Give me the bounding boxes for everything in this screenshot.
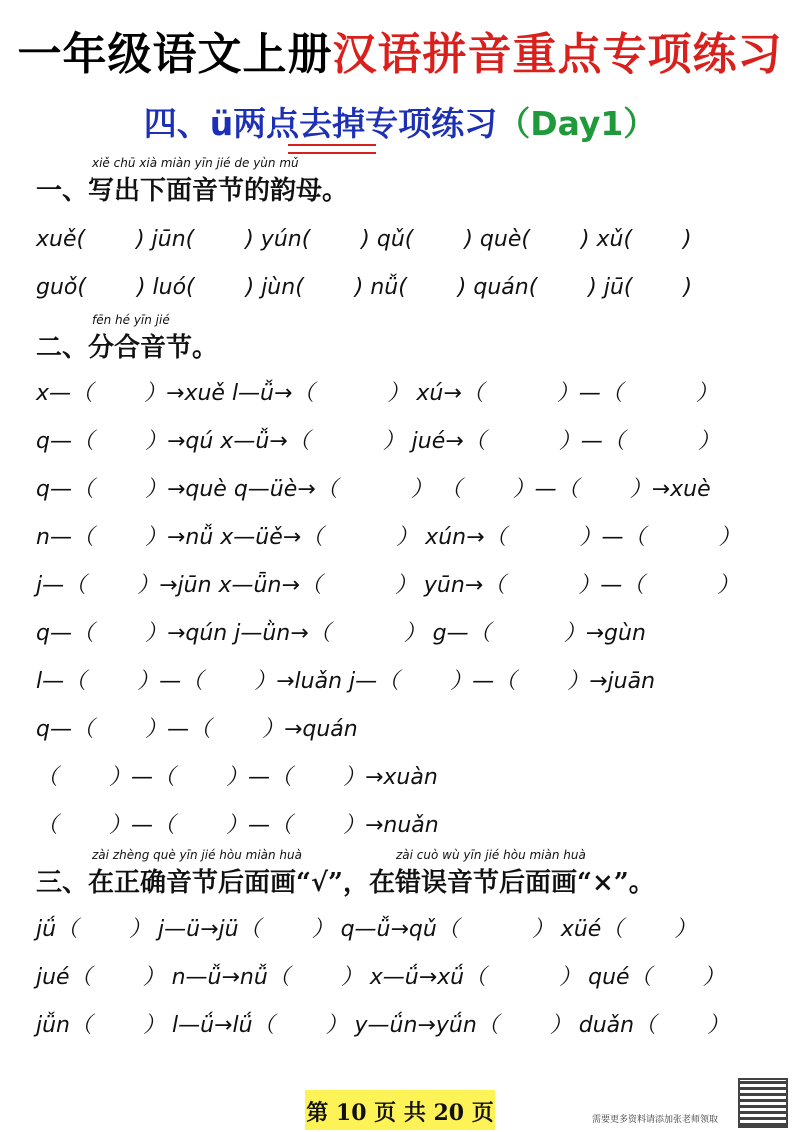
- section2-row: n—（ ）→nǚ x—üě→（ ） xún→（ ）—（ ）: [36, 525, 741, 550]
- qr-code-icon: [738, 1078, 788, 1128]
- section3-row: jǘ（ ） j—ü→jü（ ） q—ǚ→qǔ（ ） xüé（ ）: [36, 917, 697, 942]
- subtitle-day: （Day1）: [497, 104, 657, 143]
- section1-row-1: xuě( ) jūn( ) yún( ) qǔ( ) què( ) xǔ( ): [36, 227, 692, 252]
- section2-row: q—（ ）→qú x—ǚ→（ ） jué→（ ）—（ ）: [36, 429, 720, 454]
- section2-row: j—（ ）→jūn x—ǖn→（ ） yūn→（ ）—（ ）: [36, 573, 740, 598]
- section1-row-2: guǒ( ) luó( ) jùn( ) nǚ( ) quán( ) jū( ): [36, 275, 693, 300]
- page-number: 第 10 页 共 20 页: [306, 1100, 494, 1126]
- page-title: [0, 18, 800, 82]
- title-black-part: 一年级语文上册: [17, 29, 333, 80]
- section2-heading: 二、分合音节。: [36, 333, 219, 363]
- subtitle: [0, 98, 800, 145]
- subtitle-underline: [288, 144, 376, 154]
- section2-row: q—（ ）→qún j—ǜn→（ ） g—（ ）→gùn: [36, 621, 646, 646]
- section2-row: x—（ ）→xuě l—ǚ→（ ） xú→（ ）—（ ）: [36, 381, 718, 406]
- section2-pinyin: fēn hé yīn jié: [92, 313, 170, 327]
- subtitle-main: 四、ü两点去掉专项练习: [143, 104, 498, 143]
- section2-row: l—（ ）—（ ）→luǎn j—（ ）—（ ）→juān: [36, 669, 656, 694]
- title-red-part: 汉语拼音重点专项练习: [332, 29, 783, 80]
- section3-pinyin-b: zài cuò wù yīn jié hòu miàn huà: [396, 848, 586, 862]
- section2-row: （ ）—（ ）—（ ）→nuǎn: [36, 813, 439, 838]
- section3-row: jǚn（ ） l—ǘ→lǘ（ ） y—ǘn→yǘn（ ） duǎn（ ）: [36, 1013, 730, 1038]
- section3-row: jué（ ） n—ǚ→nǚ（ ） x—ǘ→xǘ（ ） qué（ ）: [36, 965, 725, 990]
- section2-row: q—（ ）→què q—üè→（ ） （ ）—（ ）→xuè: [36, 477, 711, 502]
- section1-pinyin: xiě chū xià miàn yīn jié de yùn mǔ: [92, 156, 299, 170]
- section3-heading: 三、在正确音节后面画“√”，在错误音节后面画“×”。: [36, 868, 655, 898]
- footer-note: 需要更多资料请添加张老师领取: [592, 1115, 719, 1125]
- section3-pinyin-a: zài zhèng què yīn jié hòu miàn huà: [92, 848, 302, 862]
- section1-heading: 一、写出下面音节的韵母。: [36, 176, 349, 206]
- section2-row: q—（ ）—（ ）→quán: [36, 717, 358, 742]
- section2-row: （ ）—（ ）—（ ）→xuàn: [36, 765, 438, 790]
